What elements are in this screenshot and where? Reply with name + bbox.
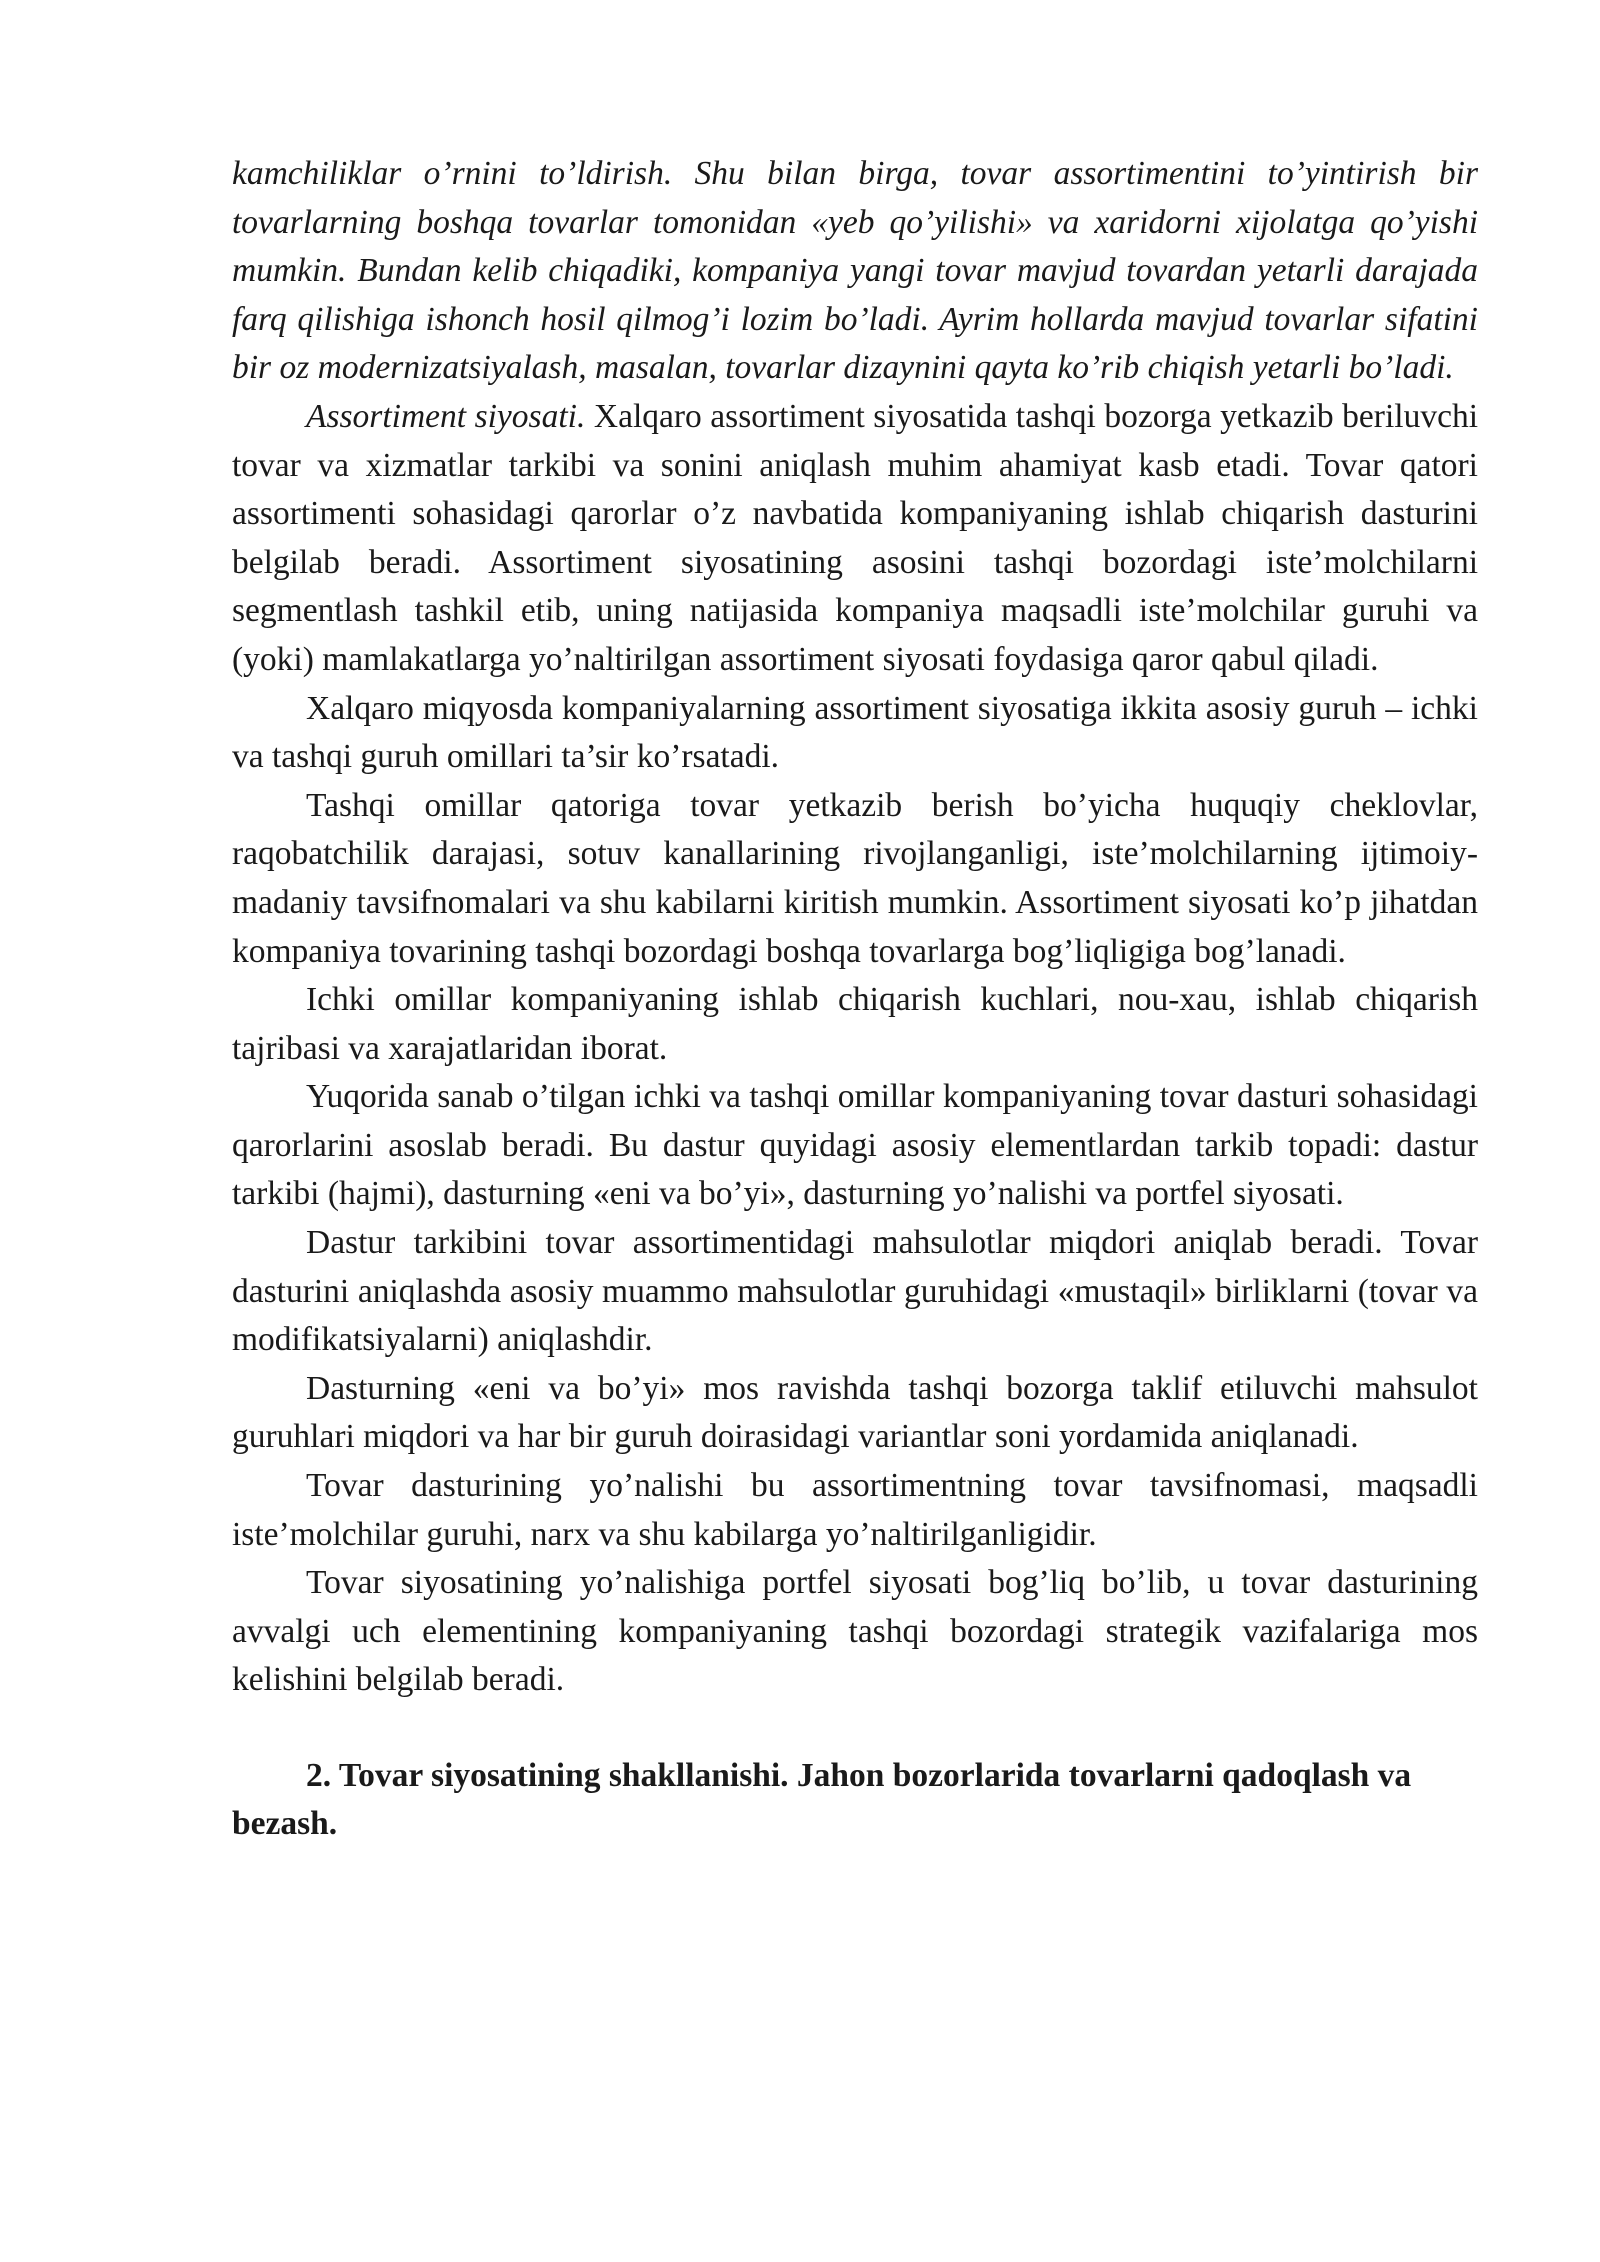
paragraph-lead-term: Assortiment siyosati. [306,397,586,435]
paragraph-internal-factors: Ichki omillar kompaniyaning ishlab chiqarish kuchlari, nou-xau, ishlab chiqarish tajribasi va xarajatlaridan iborat. [232,981,1478,1067]
paragraph-continuation: kamchiliklar o’rnini to’ldirish. Shu bilan birga, tovar assortimentini to’yintirish bir tovarlarning boshqa tovarlar tomonidan «yeb qo’yilishi» va xaridorni xijolatga qo’yishi mumkin. Bundan kelib chiqadiki, kompaniya yangi tovar mavjud tovardan yetarli darajada farq qilishiga ishonch hosil qilmog’i lozim bo’ladi. Ayrim hollarda mavjud tovarlar sifatini bir oz modernizatsiyalash, masalan, tovarlar dizaynini qayta ko’rib chiqish yetarli bo’ladi. [232,155,1478,387]
paragraph-width-depth: Dasturning «eni va bo’yi» mos ravishda tashqi bozorga taklif etiluvchi mahsulot guruhlari miqdori va har bir guruh doirasidagi variantlar soni yordamida aniqlanadi. [232,1369,1478,1456]
paragraph-factor-groups: Xalqaro miqyosda kompaniyalarning assortiment siyosatiga ikkita asosiy guruh – ichki va tashqi guruh omillari ta’sir ko’rsatadi. [232,689,1478,776]
document-page [232,150,1478,1848]
paragraph-assortment-policy [232,393,1478,685]
paragraph-portfolio-policy: Tovar siyosatining yo’nalishiga portfel siyosati bog’liq bo’lib, u tovar dasturining avvalgi uch elementining kompaniyaning tashqi bozordagi strategik vazifalariga mos kelishini belgilab beradi. [232,1564,1478,1699]
paragraph-program-direction: Tovar dasturining yo’nalishi bu assortimentning tovar tavsifnomasi, maqsadli iste’molchilar guruhi, narx va shu kabilarga yo’naltirilganligidir. [232,1467,1478,1553]
paragraph-body: Xalqaro assortiment siyosatida tashqi bozorga yetkazib beriluvchi tovar va xizmatlar tarkibi va sonini aniqlash muhim ahamiyat kasb etadi. Tovar qatori assortimenti sohasidagi qarorlar o’z navbatida kompaniyaning ishlab chiqarish dasturini belgilab beradi. Assortiment siyosatining asosini tashqi bozordagi iste’molchilarni segmentlash tashkil etib, uning natijasida kompaniya maqsadli iste’molchilar guruhi va (yoki) mamlakatlarga yo’naltirilgan assortiment siyosati foydasiga qaror qabul qiladi. [232,397,1478,678]
paragraph-program-structure: Dastur tarkibini tovar assortimentidagi mahsulotlar miqdori aniqlab beradi. Tovar dasturini aniqlashda asosiy muammo mahsulotlar guruhidagi «mustaqil» birliklarni (tovar va modifikatsiyalarni) aniqlashdir. [232,1224,1478,1359]
paragraph-program-elements: Yuqorida sanab o’tilgan ichki va tashqi omillar kompaniyaning tovar dasturi sohasidagi qarorlarini asoslab beradi. Bu dastur quyidagi asosiy elementlardan tarkib topadi: dastur tarkibi (hajmi), dasturning «eni va bo’yi», dasturning yo’nalishi va portfel siyosati. [232,1078,1478,1213]
paragraph-external-factors: Tashqi omillar qatoriga tovar yetkazib berish bo’yicha huquqiy cheklovlar, raqobatchilik darajasi, sotuv kanallarining rivojlanganligi, iste’molchilarning ijtimoiy-madaniy tavsifnomalari va shu kabilarni kiritish mumkin. Assortiment siyosati ko’p jihatdan kompaniya tovarining tashqi bozordagi boshqa tovarlarga bog’liqligiga bog’lanadi. [232,786,1478,970]
section-heading: 2. Tovar siyosatining shakllanishi. Jahon bozorlarida tovarlarni qadoqlash va bezash. [232,1757,1412,1842]
